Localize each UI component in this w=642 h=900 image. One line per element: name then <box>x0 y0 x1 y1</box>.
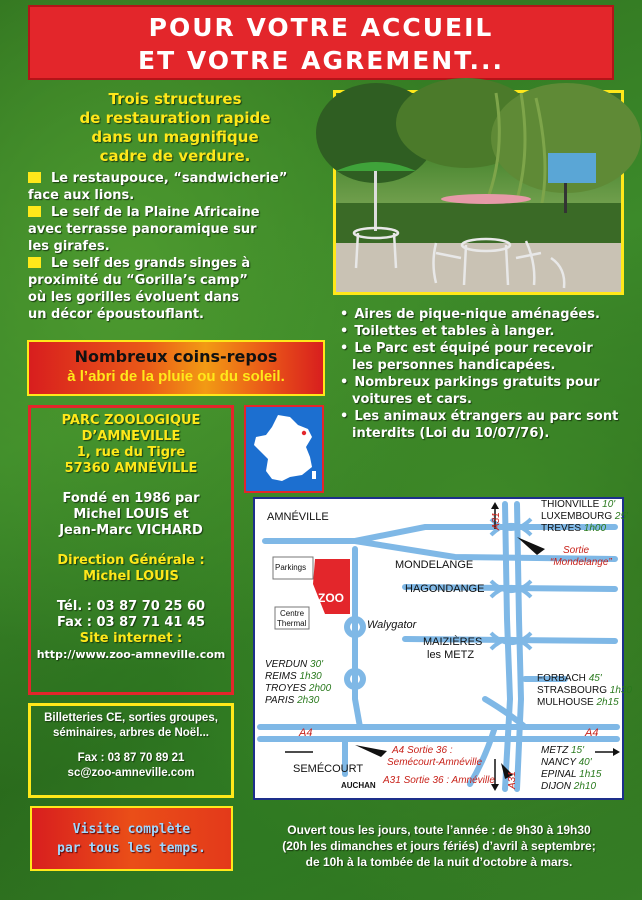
list-item-line: voitures et cars. <box>352 392 472 407</box>
list-item-line: interdits (Loi du 10/07/76). <box>352 426 550 441</box>
list-item-line: Le restaupouce, “sandwicherie” <box>51 171 288 186</box>
founded-line-2: Michel LOUIS et <box>73 507 189 522</box>
map-label-walygator: Walygator <box>367 619 417 631</box>
park-street: 1, rue du Tigre <box>76 445 186 460</box>
header-line-1: POUR VOTRE ACCUEIL <box>148 13 494 42</box>
map-label-a31-bottom: A31 <box>507 771 518 789</box>
rest-areas-banner <box>27 340 325 396</box>
list-item: • Le Parc est équipé pour recevoir <box>340 341 593 356</box>
director-name: Michel LOUIS <box>83 569 179 584</box>
map-label-zoo: ZOO <box>318 591 344 605</box>
groups-line-2: séminaires, arbres de Noël... <box>53 727 209 739</box>
france-outline-icon <box>246 407 322 491</box>
list-item: • Les animaux étrangers au parc sont <box>340 409 619 424</box>
opening-hours <box>244 822 634 870</box>
bullet-square-icon <box>28 257 41 268</box>
founded-line-1: Fondé en 1986 par <box>62 491 200 506</box>
restaurant-list <box>28 170 328 323</box>
groups-box <box>28 703 234 798</box>
visit-banner <box>30 806 233 871</box>
map-label-a31-top: A31 <box>491 512 502 530</box>
intro-line-2: de restauration rapide <box>79 109 271 127</box>
founded-line-3: Jean-Marc VICHARD <box>59 523 203 538</box>
list-item-line: un décor époustouflant. <box>28 307 204 322</box>
terrace-photo-image <box>336 93 621 292</box>
map-label-parkings: Parkings <box>275 563 307 572</box>
visit-line-1: Visite complète <box>72 822 191 837</box>
intro-line-4: cadre de verdure. <box>99 147 251 165</box>
list-item-line: les personnes handicapées. <box>352 358 556 373</box>
map-label-maizieres-1: MAIZIÈRES <box>423 636 483 648</box>
map-label-sortie-mondelange-1: Sortie <box>563 545 590 556</box>
map-label-semecourt: SEMÉCOURT <box>293 763 364 775</box>
terrace-photo <box>333 90 624 295</box>
header-banner <box>28 5 614 80</box>
map-label-a4-sortie-2: Semécourt-Amnéville <box>387 757 483 768</box>
bullet-square-icon <box>28 206 41 217</box>
list-item-line: où les gorilles évoluent dans <box>28 290 240 305</box>
map-label-maizieres-2: les METZ <box>427 649 475 661</box>
map-label-centre: Centre <box>280 609 305 618</box>
intro-line-3: dans un magnifique <box>91 128 259 146</box>
site-url[interactable]: http://www.zoo-amneville.com <box>36 648 226 661</box>
map-label-a4-sortie-1: A4 Sortie 36 : <box>392 745 453 756</box>
map-label-mondelange: MONDELANGE <box>395 559 474 571</box>
list-item <box>28 170 328 204</box>
services-list <box>340 306 630 442</box>
contact-box <box>28 405 234 695</box>
intro-text <box>40 90 310 166</box>
groups-line-1: Billetteries CE, sorties groupes, <box>44 712 218 724</box>
map-label-thermal: Thermal <box>277 619 307 628</box>
hours-line-2: (20h les dimanches et jours fériés) d’avril à septembre; <box>282 839 596 853</box>
list-item <box>28 255 328 323</box>
rest-areas-title: Nombreux coins-repos <box>74 347 278 366</box>
map-label-a4-right: A4 <box>585 727 599 739</box>
hours-line-3: de 10h à la tombée de la nuit d’octobre à mars. <box>305 855 573 869</box>
list-item: • Toilettes et tables à langer. <box>340 324 555 339</box>
rest-areas-subtitle: à l’abri de la pluie ou du soleil. <box>67 368 285 385</box>
map-label-sortie-mondelange-2: “Mondelange” <box>550 557 612 568</box>
groups-fax: Fax : 03 87 70 89 21 <box>77 752 185 764</box>
map-label-hagondange: HAGONDANGE <box>405 583 485 595</box>
hours-line-1: Ouvert tous les jours, toute l’année : de 9h30 à 19h30 <box>287 823 591 837</box>
direction-label: Direction Générale : <box>57 553 205 568</box>
park-name-1: PARC ZOOLOGIQUE <box>61 413 201 428</box>
list-item-line: les girafes. <box>28 239 110 254</box>
visit-line-2: par tous les temps. <box>57 841 206 856</box>
phone-number: Tél. : 03 87 70 25 60 <box>56 599 206 614</box>
france-map <box>244 405 324 493</box>
list-item-line: proximité du “Gorilla’s camp” <box>28 273 248 288</box>
groups-email[interactable]: sc@zoo-amneville.com <box>67 767 195 779</box>
intro-line-1: Trois structures <box>108 90 242 108</box>
list-item-line: avec terrasse panoramique sur <box>28 222 257 237</box>
fax-number: Fax : 03 87 71 41 45 <box>56 615 206 630</box>
access-road-map: AMNÉVILLE Parkings ZOO Centre Thermal MONDELANGE HAGONDANGE MAIZIÈRES les METZ Walygator SEMÉCOURT AUCHAN A31 A31 A4 A4 Sortie “Mondelange” A4 Sortie 36 : Semécourt-Amnéville A31 Sortie 36 : Amnéville THIONVILLE 10' LUXEMBOURG 25' TREVES 1h00 VERDUN 30' REIMS 1h30 TROYES 2h00 PARIS 2h30 FORBACH 45' STRASBOURG 1h30 MULHOUSE 2h15 METZ 15' NANCY 40' EPINAL 1h15 DIJON 2h10 <box>253 497 624 800</box>
list-item-line: face aux lions. <box>28 188 135 203</box>
list-item: • Aires de pique-nique aménagées. <box>340 307 600 322</box>
map-label-auchan: AUCHAN <box>341 781 376 790</box>
map-label-a4-left: A4 <box>299 727 313 739</box>
list-item-line: Le self de la Plaine Africaine <box>51 205 260 220</box>
park-name-2: D’AMNEVILLE <box>81 429 181 444</box>
map-label-amneville: AMNÉVILLE <box>267 511 329 523</box>
header-line-2: ET VOTRE AGREMENT... <box>138 46 504 75</box>
bullet-square-icon <box>28 172 41 183</box>
park-city: 57360 AMNÉVILLE <box>64 461 198 476</box>
map-label-a31-sortie: A31 Sortie 36 : Amnéville <box>383 775 495 786</box>
list-item <box>28 204 328 255</box>
list-item: • Nombreux parkings gratuits pour <box>340 375 600 390</box>
site-label: Site internet : <box>79 631 183 646</box>
list-item-line: Le self des grands singes à <box>51 256 251 271</box>
